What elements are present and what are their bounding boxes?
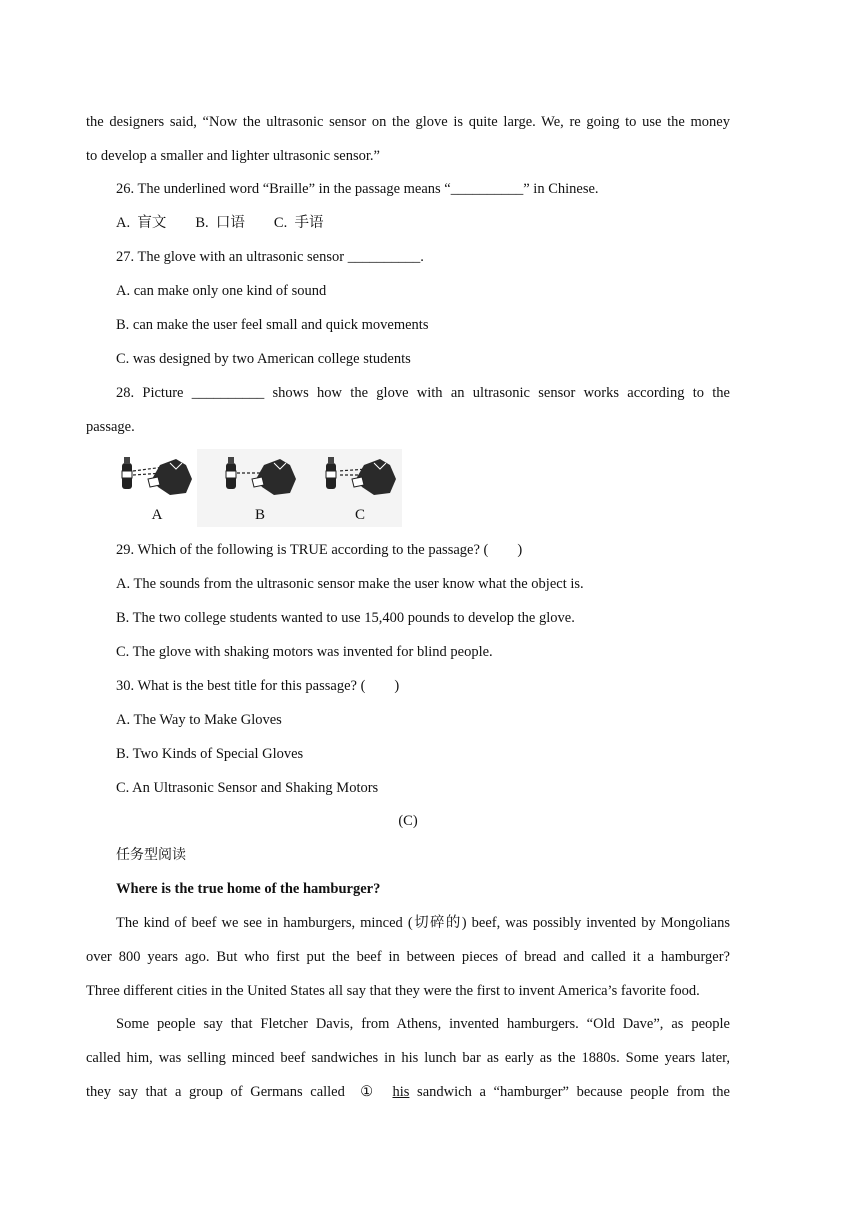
picture-label-b: B bbox=[254, 507, 266, 523]
question-27-option-c: C. was designed by two American college students bbox=[116, 351, 411, 367]
question-26-options: A. 盲文 B. 口语 C. 手语 bbox=[116, 215, 324, 231]
question-29-option-b: B. The two college students wanted to use 15,400 pounds to develop the glove. bbox=[116, 610, 575, 626]
paragraph-line: The kind of beef we see in hamburgers, minced (切碎的) beef, was possibly invented by Mongolians bbox=[116, 915, 730, 931]
question-29-stem: 29. Which of the following is TRUE according to the passage? ( ) bbox=[116, 542, 523, 558]
paragraph-line: Three different cities in the United States all say that they were the first to invent America’s favorite food. bbox=[86, 983, 700, 999]
picture-a bbox=[122, 457, 192, 495]
passage-line: to develop a smaller and lighter ultrasonic sensor.” bbox=[86, 148, 380, 164]
glove-pictures-figure bbox=[112, 449, 402, 527]
question-27-stem: 27. The glove with an ultrasonic sensor __________. bbox=[116, 249, 424, 265]
underlined-word-his: his bbox=[392, 1084, 410, 1100]
paragraph-line: called him, was selling minced beef sandwiches in his lunch bar as early as the 1880s. Some years later, bbox=[86, 1050, 730, 1066]
question-27-option-a: A. can make only one kind of sound bbox=[116, 283, 327, 299]
paragraph-line bbox=[86, 1082, 730, 1102]
question-30-option-b: B. Two Kinds of Special Gloves bbox=[116, 746, 304, 762]
question-29-option-a: A. The sounds from the ultrasonic sensor make the user know what the object is. bbox=[116, 576, 584, 592]
section-c-task-type: 任务型阅读 bbox=[116, 847, 186, 863]
picture-label-a: A bbox=[151, 507, 163, 523]
question-28-stem: 28. Picture __________ shows how the glove with an ultrasonic sensor works according to the bbox=[116, 385, 730, 401]
section-c-marker: (C) bbox=[398, 813, 418, 829]
question-29-option-c: C. The glove with shaking motors was invented for blind people. bbox=[116, 644, 493, 660]
text-segment: they say that a group of Germans called ① bbox=[86, 1084, 393, 1100]
question-27-option-b: B. can make the user feel small and quick movements bbox=[116, 317, 429, 333]
text-segment: sandwich a “hamburger” because people from the bbox=[409, 1084, 730, 1100]
paragraph-line: Some people say that Fletcher Davis, from Athens, invented hamburgers. “Old Dave”, as people bbox=[116, 1016, 730, 1032]
question-26-stem: 26. The underlined word “Braille” in the passage means “__________” in Chinese. bbox=[116, 181, 599, 197]
paragraph-line: over 800 years ago. But who first put the beef in between pieces of bread and called it a hamburger? bbox=[86, 949, 730, 965]
question-30-option-c: C. An Ultrasonic Sensor and Shaking Motors bbox=[116, 780, 379, 796]
question-30-option-a: A. The Way to Make Gloves bbox=[116, 712, 282, 728]
passage-line: the designers said, “Now the ultrasonic sensor on the glove is quite large. We, re going to use the money bbox=[86, 114, 730, 130]
question-28-stem-cont: passage. bbox=[86, 419, 135, 435]
question-30-stem: 30. What is the best title for this passage? ( ) bbox=[116, 678, 400, 694]
picture-label-c: C bbox=[354, 507, 366, 523]
section-c-title: Where is the true home of the hamburger? bbox=[116, 881, 381, 897]
